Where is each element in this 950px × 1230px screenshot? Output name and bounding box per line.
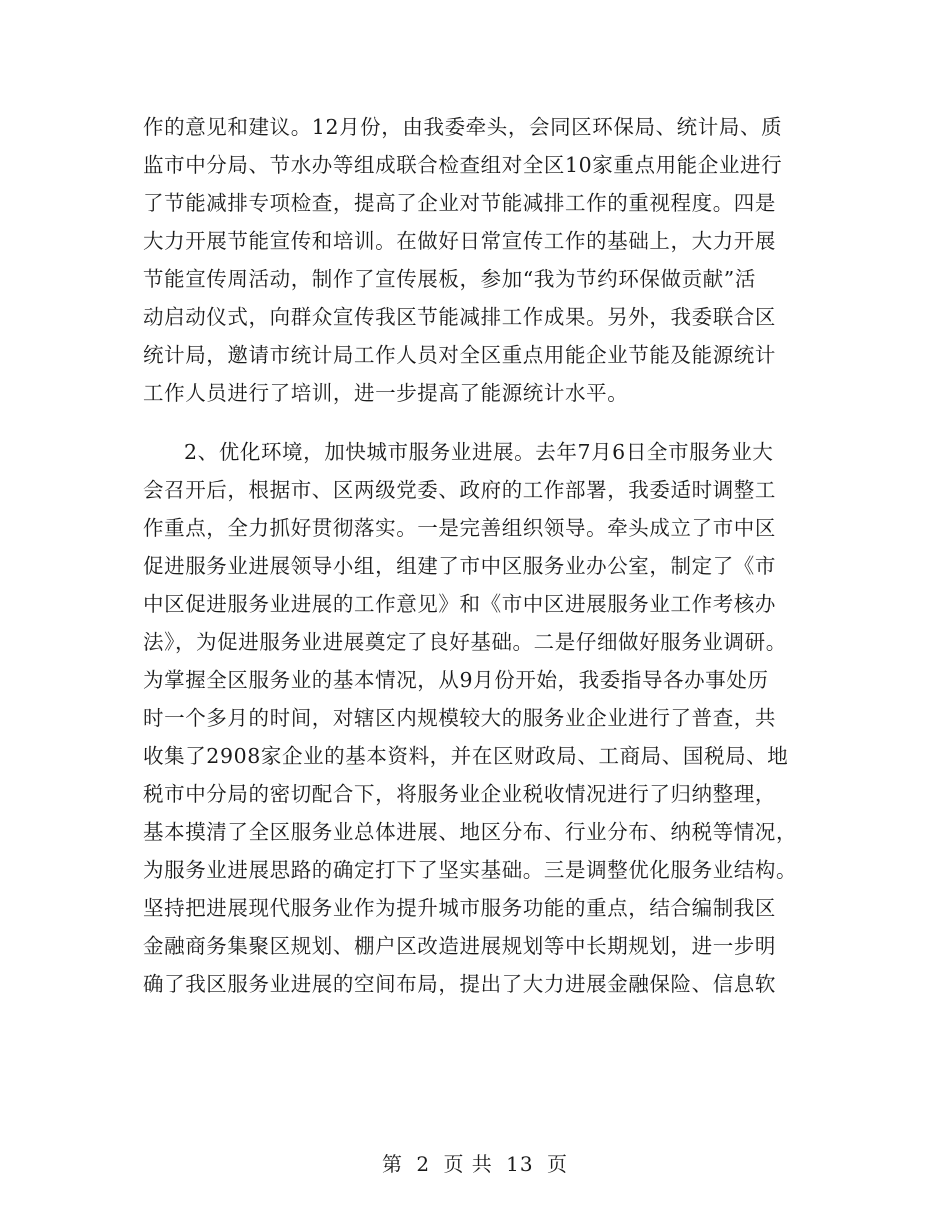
text-line: 基本摸清了全区服务业总体进展、地区分布、行业分布、纳税等情况， xyxy=(143,820,798,844)
text-line: 大力开展节能宣传和培训。在做好日常宣传工作的基础上，大力开展 xyxy=(143,229,776,253)
text-line: 2、优化环境，加快城市服务业进展。去年7月6日全市服务业大 xyxy=(184,440,774,464)
page-footer xyxy=(0,1148,950,1177)
paragraph-spacer xyxy=(143,412,808,433)
footer-middle: 页 共 xyxy=(443,1152,493,1176)
text-line: 金融商务集聚区规划、棚户区改造进展规划等中长期规划，进一步明 xyxy=(143,934,776,958)
text-line: 中区促进服务业进展的工作意见》和《市中区进展服务业工作考核办 xyxy=(143,592,776,616)
text-line: 确了我区服务业进展的空间布局，提出了大力进展金融保险、信息软 xyxy=(143,972,776,996)
footer-total-pages: 13 xyxy=(506,1152,534,1176)
text-line: 税市中分局的密切配合下，将服务业企业税收情况进行了归纳整理， xyxy=(143,782,776,806)
paragraph xyxy=(143,433,808,1003)
paragraph xyxy=(143,108,808,412)
text-line: 会召开后，根据市、区两级党委、政府的工作部署，我委适时调整工 xyxy=(143,478,776,502)
document-body xyxy=(143,108,808,1003)
text-line: 法》，为促进服务业进展奠定了良好基础。二是仔细做好服务业调研。 xyxy=(143,630,787,654)
text-line: 动启动仪式，向群众宣传我区节能减排工作成果。另外，我委联合区 xyxy=(143,305,776,329)
footer-prefix: 第 xyxy=(382,1152,403,1176)
text-line: 时一个多月的时间，对辖区内规模较大的服务业企业进行了普查，共 xyxy=(143,706,776,730)
text-line: 收集了2908家企业的基本资料，并在区财政局、工商局、国税局、地 xyxy=(143,744,789,768)
text-line: 作重点，全力抓好贯彻落实。一是完善组织领导。牵头成立了市中区 xyxy=(143,516,776,540)
text-line: 工作人员进行了培训，进一步提高了能源统计水平。 xyxy=(143,381,629,405)
footer-page-number: 2 xyxy=(416,1152,431,1176)
text-line: 了节能减排专项检查，提高了企业对节能减排工作的重视程度。四是 xyxy=(143,191,776,215)
text-line: 监市中分局、节水办等组成联合检查组对全区10家重点用能企业进行 xyxy=(143,153,783,177)
text-line: 促进服务业进展领导小组，组建了市中区服务业办公室，制定了《市 xyxy=(143,554,776,578)
text-line: 为服务业进展思路的确定打下了坚实基础。三是调整优化服务业结构。 xyxy=(143,858,798,882)
text-line: 为掌握全区服务业的基本情况，从9月份开始，我委指导各办事处历 xyxy=(143,668,769,692)
footer-suffix: 页 xyxy=(546,1152,568,1176)
text-line: 坚持把进展现代服务业作为提升城市服务功能的重点，结合编制我区 xyxy=(143,896,776,920)
text-line: 作的意见和建议。12月份，由我委牵头，会同区环保局、统计局、质 xyxy=(143,115,783,139)
text-line: 节能宣传周活动，制作了宣传展板，参加“我为节约环保做贡献”活 xyxy=(143,267,756,291)
text-line: 统计局，邀请市统计局工作人员对全区重点用能企业节能及能源统计 xyxy=(143,343,776,367)
